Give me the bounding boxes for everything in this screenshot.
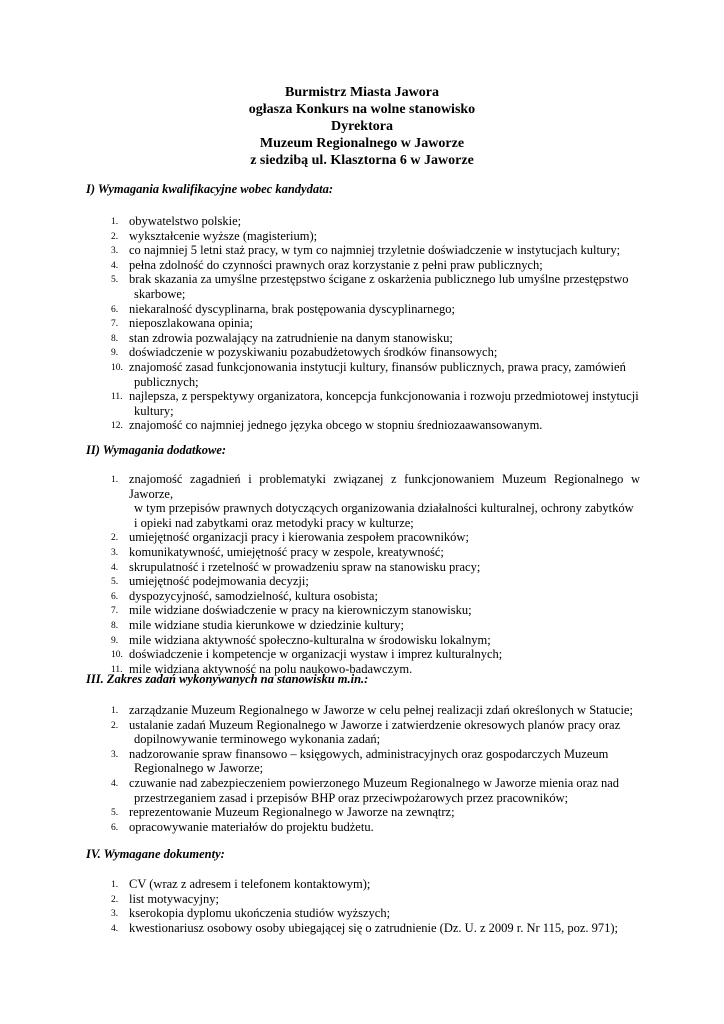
item-number: 4. — [111, 923, 119, 934]
item-text: nadzorowanie spraw finansowo – księgowych, administracyjnych oraz gospodarczych Muzeum — [129, 746, 609, 761]
item-number: 11. — [111, 392, 123, 403]
item-text-continued: i opieki nad zabytkami oraz metodyki pracy w kulturze; — [134, 515, 414, 530]
item-number: 10. — [111, 650, 123, 661]
item-number: 5. — [111, 275, 119, 286]
item-number: 6. — [111, 304, 119, 315]
list-item — [86, 877, 640, 892]
title-line-3: Dyrektora — [331, 119, 393, 134]
list-item — [86, 820, 640, 835]
item-number: 1. — [111, 217, 119, 227]
list-item — [86, 229, 640, 244]
list-item — [86, 718, 640, 747]
list-item — [86, 805, 640, 820]
item-text-continued: przestrzeganiem zasad i przepisów BHP oraz przeciwpożarowych przez pracowników; — [134, 790, 569, 805]
list-item — [86, 360, 640, 389]
title-line-5: z siedzibą ul. Klasztorna 6 w Jaworze — [250, 153, 474, 168]
list-item — [86, 560, 640, 575]
section-heading-additional: II) Wymagania dodatkowe: — [86, 443, 227, 457]
list-item — [86, 243, 640, 258]
item-text: obywatelstwo polskie; — [129, 214, 242, 228]
item-text: list motywacyjny; — [129, 891, 219, 906]
item-text: pełna zdolność do czynności prawnych oraz korzystanie z pełni praw publicznych; — [129, 257, 543, 272]
list-item — [86, 906, 640, 921]
list-item — [86, 603, 640, 618]
item-text: opracowywanie materiałów do projektu budżetu. — [129, 819, 374, 834]
item-text: doświadczenie i kompetencje w organizacji wystaw i imprez kulturalnych; — [129, 647, 503, 662]
item-text: kserokopia dyplomu ukończenia studiów wyższych; — [129, 906, 391, 921]
item-text: najlepsza, z perspektywy organizatora, koncepcja funkcjonowania i rozwoju przedmiotowej instytucji — [129, 389, 639, 404]
section-heading-duties: III. Zakres zadań wykonywanych na stanowisku m.in.: — [86, 672, 369, 686]
item-number: 12. — [111, 421, 123, 432]
item-text: znajomość co najmniej jednego języka obcego w stopniu średniozaawansowanym. — [129, 418, 543, 433]
list-item — [86, 921, 640, 936]
list-item — [86, 258, 640, 273]
item-number: 4. — [111, 778, 119, 789]
list-item — [86, 345, 640, 360]
item-number: 7. — [111, 606, 119, 617]
item-text: umiejętność podejmowania decyzji; — [129, 574, 309, 589]
item-number: 4. — [111, 260, 119, 271]
item-number: 5. — [111, 577, 119, 588]
item-number: 9. — [111, 348, 119, 359]
item-text-continued: Regionalnego w Jaworze; — [134, 761, 264, 776]
item-text: mile widziane doświadczenie w pracy na kierowniczym stanowisku; — [129, 603, 472, 618]
item-number: 3. — [111, 749, 119, 760]
item-text: niekaralność dyscyplinarna, brak postępowania dyscyplinarnego; — [129, 301, 455, 316]
item-number: 5. — [111, 808, 119, 819]
item-number: 6. — [111, 591, 119, 602]
item-text: znajomość zasad funkcjonowania instytucji kultury, finansów publicznych, prawa pracy, zamówień — [129, 359, 626, 374]
item-text: stan zdrowia pozwalający na zatrudnienie na danym stanowisku; — [129, 330, 453, 345]
list-item — [86, 633, 640, 648]
item-text: mile widziana aktywność społeczno-kulturalna w środowisku lokalnym; — [129, 632, 491, 647]
list-item — [86, 272, 640, 301]
item-number: 3. — [111, 547, 119, 558]
item-text: dyspozycyjność, samodzielność, kultura osobista; — [129, 588, 378, 603]
item-text: umiejętność organizacji pracy i kierowania zespołem pracowników; — [129, 530, 469, 545]
item-number: 3. — [111, 909, 119, 920]
item-text-continued: w tym przepisów prawnych dotyczących organizowania działalności kulturalnej, ochrony zabytków — [134, 501, 634, 516]
list-item — [86, 589, 640, 604]
list-item — [86, 331, 640, 346]
item-text: mile widziana aktywność na polu naukowo-badawczym. — [129, 661, 413, 676]
item-text: kwestionariusz osobowy osoby ubiegającej się o zatrudnienie (Dz. U. z 2009 r. Nr 115, poz. 971); — [129, 920, 619, 935]
item-text: wykształcenie wyższe (magisterium); — [129, 228, 318, 243]
item-number: 6. — [111, 822, 119, 833]
title-line-2: ogłasza Konkurs na wolne stanowisko — [248, 102, 476, 117]
item-number: 2. — [111, 533, 119, 544]
list-item — [86, 530, 640, 545]
list-item — [86, 302, 640, 317]
item-text: skrupulatność i rzetelność w prowadzeniu spraw na stanowisku pracy; — [129, 559, 481, 574]
item-number: 10. — [111, 362, 123, 373]
item-text: nieposzlakowana opinia; — [129, 316, 253, 331]
item-number: 2. — [111, 894, 119, 905]
item-number: 8. — [111, 333, 119, 344]
list-item — [86, 214, 640, 229]
item-text-continued: dopilnowywanie terminowego wykonania zadań; — [134, 732, 381, 747]
list-item — [86, 389, 640, 418]
documents-list — [86, 877, 640, 935]
item-number: 1. — [111, 475, 119, 485]
item-number: 1. — [111, 706, 119, 716]
item-number: 9. — [111, 635, 119, 646]
item-text: ustalanie zadań Muzeum Regionalnego w Jaworze i zatwierdzenie okresowych planów pracy oraz — [129, 717, 621, 732]
item-number: 3. — [111, 246, 119, 257]
duties-list — [86, 703, 640, 834]
document-title — [0, 84, 724, 169]
title-line-1: Burmistrz Miasta Jawora — [285, 85, 439, 100]
item-text-continued: kultury; — [134, 403, 174, 418]
item-number: 7. — [111, 319, 119, 330]
title-line-4: Muzeum Regionalnego w Jaworze — [259, 136, 465, 151]
list-item — [86, 647, 640, 662]
list-item — [86, 472, 640, 530]
item-number: 8. — [111, 620, 119, 631]
item-text: znajomość zagadnień i problematyki związanej z funkcjonowaniem Muzeum Regionalnego w Jaworze, — [129, 472, 640, 501]
list-item — [86, 892, 640, 907]
section-heading-requirements: I) Wymagania kwalifikacyjne wobec kandydata: — [86, 182, 333, 196]
section-heading-documents: IV. Wymagane dokumenty: — [86, 847, 225, 861]
list-item — [86, 776, 640, 805]
item-text: komunikatywność, umiejętność pracy w zespole, kreatywność; — [129, 544, 444, 559]
list-item — [86, 703, 640, 718]
item-text: zarządzanie Muzeum Regionalnego w Jaworze w celu pełnej realizacji zdań określonych w Statucie; — [129, 703, 633, 717]
item-text-continued: publicznych; — [134, 374, 199, 389]
list-item — [86, 316, 640, 331]
item-text: reprezentowanie Muzeum Regionalnego w Jaworze na zewnątrz; — [129, 805, 455, 820]
item-text-continued: skarbowe; — [134, 286, 186, 301]
item-text: co najmniej 5 letni staż pracy, w tym co najmniej trzyletnie doświadczenie w instytucjach kultury; — [129, 243, 621, 258]
list-item — [86, 545, 640, 560]
list-item — [86, 747, 640, 776]
item-text: CV (wraz z adresem i telefonem kontaktowym); — [129, 877, 371, 891]
additional-list — [86, 472, 640, 676]
item-number: 2. — [111, 720, 119, 731]
list-item — [86, 574, 640, 589]
list-item — [86, 418, 640, 433]
item-text: brak skazania za umyślne przestępstwo ścigane z oskarżenia publicznego lub umyślne przestępstwo — [129, 272, 629, 287]
list-item — [86, 618, 640, 633]
item-number: 1. — [111, 880, 119, 890]
item-number: 2. — [111, 231, 119, 242]
item-number: 4. — [111, 562, 119, 573]
item-number: 11. — [111, 664, 123, 675]
item-text: czuwanie nad zabezpieczeniem powierzonego Muzeum Regionalnego w Jaworze mienia oraz nad — [129, 775, 620, 790]
item-text: mile widziane studia kierunkowe w dziedzinie kultury; — [129, 617, 404, 632]
requirements-list — [86, 214, 640, 433]
item-text: doświadczenie w pozyskiwaniu pozabudżetowych środków finansowych; — [129, 345, 498, 360]
